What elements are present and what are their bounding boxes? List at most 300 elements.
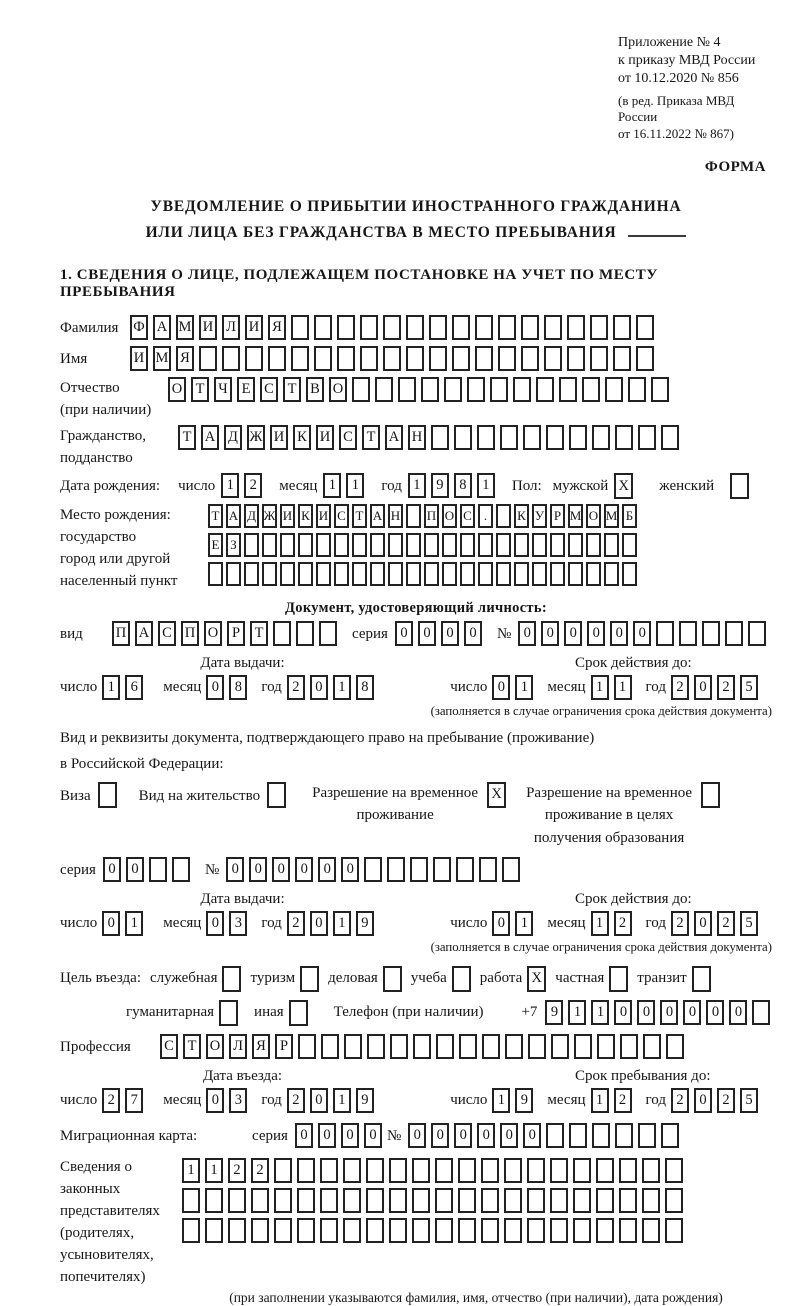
permit-valid-day-label: число: [450, 915, 488, 932]
char-cell: 1: [323, 473, 341, 498]
appendix-line-3: от 10.12.2020 № 856: [618, 71, 739, 87]
char-cell: [460, 562, 475, 586]
birth-day-label: число: [178, 478, 216, 495]
char-cell: [481, 1188, 499, 1213]
char-cell: [383, 346, 401, 371]
char-cell: [421, 377, 439, 402]
char-cell: 0: [564, 621, 582, 646]
char-cell: В: [306, 377, 324, 402]
char-cell: 5: [740, 911, 758, 936]
char-cell: [615, 1123, 633, 1148]
char-cell: [343, 1218, 361, 1243]
char-cell: [228, 1218, 246, 1243]
char-cell: [316, 562, 331, 586]
char-cell: [582, 377, 600, 402]
char-cell: [273, 621, 291, 646]
char-cell: 0: [206, 675, 224, 700]
char-cell: [444, 377, 462, 402]
char-cell: [498, 346, 516, 371]
doc-kind-cells: [112, 621, 342, 646]
char-cell: 0: [295, 857, 313, 882]
char-cell: [343, 1188, 361, 1213]
char-cell: 1: [333, 1088, 351, 1113]
char-cell: [320, 1158, 338, 1183]
char-cell: 1: [182, 1158, 200, 1183]
char-cell: [182, 1188, 200, 1213]
legal-representatives-cells: [182, 1156, 688, 1248]
char-cell: 2: [287, 911, 305, 936]
char-cell: 0: [206, 911, 224, 936]
permit-valid-month-label: месяц: [547, 915, 586, 932]
char-cell: [596, 1158, 614, 1183]
char-cell: [268, 346, 286, 371]
stay-month-cells: [591, 1088, 637, 1113]
profession-row: [60, 1034, 772, 1061]
residence-permit-item: [139, 782, 286, 811]
doc-dates-headings: [60, 655, 772, 672]
char-cell: [435, 1158, 453, 1183]
char-cell: 0: [249, 857, 267, 882]
temp-permit-edu-item: [526, 782, 720, 850]
purpose-business-checkbox: [383, 966, 402, 992]
char-cell: [481, 1218, 499, 1243]
purpose-study: [411, 964, 471, 993]
char-cell: Н: [408, 425, 426, 450]
char-cell: [274, 1218, 292, 1243]
char-cell: 2: [614, 911, 632, 936]
char-cell: [615, 425, 633, 450]
sex-label: Пол:: [511, 478, 542, 495]
appendix-block: [618, 34, 772, 143]
appendix-line-1: Приложение № 4: [618, 35, 721, 50]
char-cell: [638, 1123, 656, 1148]
given-name-row: [60, 346, 772, 373]
char-cell: [573, 1218, 591, 1243]
char-cell: 0: [633, 621, 651, 646]
purpose-transit: [637, 964, 710, 993]
char-cell: [604, 562, 619, 586]
purpose-tourism-checkbox: [300, 966, 319, 992]
char-cell: С: [158, 621, 176, 646]
entry-dates-values: [60, 1086, 772, 1115]
char-cell: [222, 966, 241, 992]
doc-valid-group: [450, 673, 772, 702]
char-cell: [298, 533, 313, 557]
char-cell: [532, 533, 547, 557]
char-cell: И: [245, 315, 263, 340]
char-cell: [505, 1034, 523, 1059]
char-cell: [300, 966, 319, 992]
char-cell: 9: [431, 473, 449, 498]
surname-row: [60, 315, 772, 342]
permit-series-row: [60, 857, 772, 884]
char-cell: Ж: [247, 425, 265, 450]
permit-issue-day-label: число: [60, 915, 98, 932]
char-cell: 0: [341, 1123, 359, 1148]
purpose-other-label: иная: [254, 1004, 284, 1021]
form-title-line-2: [60, 220, 772, 246]
char-cell: [343, 1158, 361, 1183]
char-cell: [523, 425, 541, 450]
char-cell: [475, 346, 493, 371]
char-cell: П: [181, 621, 199, 646]
purpose-work-label: работа: [479, 970, 523, 987]
char-cell: X: [527, 966, 546, 992]
char-cell: А: [201, 425, 219, 450]
char-cell: [366, 1188, 384, 1213]
char-cell: 0: [694, 675, 712, 700]
char-cell: .: [478, 504, 493, 528]
char-cell: 1: [568, 1000, 586, 1025]
temp-permit-checkbox: [487, 782, 506, 808]
char-cell: [642, 1158, 660, 1183]
birth-place-block: [60, 504, 772, 592]
doc-dates-block: [60, 655, 772, 719]
char-cell: [622, 533, 637, 557]
char-cell: Я: [268, 315, 286, 340]
doc-issue-month-label: месяц: [163, 679, 202, 696]
char-cell: [527, 1188, 545, 1213]
char-cell: [619, 1188, 637, 1213]
char-cell: 0: [395, 621, 413, 646]
char-cell: [352, 533, 367, 557]
char-cell: [620, 1034, 638, 1059]
char-cell: [291, 315, 309, 340]
char-cell: [586, 533, 601, 557]
given-name-label: Имя: [60, 351, 88, 368]
char-cell: 3: [229, 911, 247, 936]
legal-row3-cells: [182, 1218, 688, 1243]
purpose-business: [328, 964, 402, 993]
char-cell: [388, 533, 403, 557]
char-cell: 0: [518, 621, 536, 646]
char-cell: [452, 346, 470, 371]
char-cell: Т: [250, 621, 268, 646]
char-cell: 8: [229, 675, 247, 700]
char-cell: [456, 857, 474, 882]
char-cell: 8: [356, 675, 374, 700]
id-doc-row: [60, 621, 772, 648]
section1-heading: 1. СВЕДЕНИЯ О ЛИЦЕ, ПОДЛЕЖАЩЕМ ПОСТАНОВКЕ НА УЧЕТ ПО МЕСТУ ПРЕБЫВАНИЯ: [60, 267, 658, 301]
char-cell: [383, 315, 401, 340]
char-cell: [636, 315, 654, 340]
form-title-line-2-text: ИЛИ ЛИЦА БЕЗ ГРАЖДАНСТВА В МЕСТО ПРЕБЫВАНИЯ: [145, 223, 617, 241]
char-cell: 1: [408, 473, 426, 498]
sex-male-checkbox: [614, 473, 633, 499]
char-cell: С: [160, 1034, 178, 1059]
doc-issue-year-label: год: [261, 679, 282, 696]
mig-number-label: №: [386, 1128, 402, 1145]
char-cell: М: [568, 504, 583, 528]
char-cell: [337, 346, 355, 371]
entry-dates-block: [60, 1068, 772, 1115]
char-cell: [498, 315, 516, 340]
edition-line-2: от 16.11.2022 № 867): [618, 126, 735, 142]
doc-issue-year-cells: [287, 675, 379, 700]
char-cell: [544, 315, 562, 340]
char-cell: Т: [352, 504, 367, 528]
char-cell: [442, 533, 457, 557]
char-cell: [226, 562, 241, 586]
char-cell: [429, 315, 447, 340]
char-cell: [596, 1218, 614, 1243]
char-cell: Т: [183, 1034, 201, 1059]
char-cell: [477, 425, 495, 450]
char-cell: [619, 1218, 637, 1243]
char-cell: И: [270, 425, 288, 450]
char-cell: 2: [287, 1088, 305, 1113]
char-cell: [475, 315, 493, 340]
citizenship-label-line2: подданство: [60, 450, 133, 467]
stay-year-label: год: [645, 1092, 666, 1109]
char-cell: [628, 377, 646, 402]
char-cell: [748, 621, 766, 646]
temp-permit-edu-checkbox: [701, 782, 720, 808]
char-cell: 5: [740, 1088, 758, 1113]
char-cell: [321, 1034, 339, 1059]
stay-day-cells: [492, 1088, 538, 1113]
char-cell: С: [334, 504, 349, 528]
entry-purpose-row: [60, 964, 772, 993]
form-title-line-1: УВЕДОМЛЕНИЕ О ПРИБЫТИИ ИНОСТРАННОГО ГРАЖДАНИНА: [150, 198, 682, 216]
permit-dates-block: [60, 891, 772, 955]
stay-until-heading: Срок пребывания до:: [575, 1068, 711, 1085]
legal-representatives-note: (при заполнении указываются фамилия, имя, отчество (при наличии), дата рождения): [229, 1290, 723, 1306]
appendix-line-2: к приказу МВД России: [618, 53, 756, 69]
char-cell: [586, 562, 601, 586]
entry-month-cells: [206, 1088, 252, 1113]
sex-male-label: мужской: [552, 478, 609, 495]
char-cell: [666, 1034, 684, 1059]
char-cell: [665, 1218, 683, 1243]
birth-month-cells: [323, 473, 369, 498]
char-cell: 2: [614, 1088, 632, 1113]
char-cell: [388, 562, 403, 586]
legal-label-line5: усыновителях,: [60, 1247, 154, 1264]
char-cell: А: [370, 504, 385, 528]
char-cell: [429, 346, 447, 371]
stay-day-label: число: [450, 1092, 488, 1109]
char-cell: 0: [683, 1000, 701, 1025]
char-cell: М: [604, 504, 619, 528]
purpose-private-checkbox: [609, 966, 628, 992]
char-cell: З: [226, 533, 241, 557]
char-cell: [452, 966, 471, 992]
char-cell: [366, 1218, 384, 1243]
birth-place-label-line2: государство: [60, 529, 137, 546]
permit-valid-heading: Срок действия до:: [575, 891, 692, 908]
char-cell: Ф: [130, 315, 148, 340]
form-label: ФОРМА: [704, 159, 766, 176]
purpose-label: Цель въезда:: [60, 970, 141, 987]
char-cell: [314, 315, 332, 340]
char-cell: [406, 315, 424, 340]
char-cell: 0: [318, 1123, 336, 1148]
char-cell: 0: [408, 1123, 426, 1148]
char-cell: М: [176, 315, 194, 340]
permit-issue-month-cells: [206, 911, 252, 936]
id-doc-heading: Документ, удостоверяющий личность:: [285, 600, 547, 617]
legal-label-line3: представителях: [60, 1203, 160, 1220]
char-cell: [692, 966, 711, 992]
char-cell: 1: [591, 1088, 609, 1113]
sex-female-label: женский: [659, 478, 715, 495]
char-cell: Я: [252, 1034, 270, 1059]
char-cell: [337, 315, 355, 340]
doc-kind-label: вид: [60, 626, 83, 643]
temp-permit-edu-line1: Разрешение на временное: [526, 784, 693, 801]
char-cell: [665, 1158, 683, 1183]
residence-doc-line2: в Российской Федерации:: [60, 755, 224, 772]
char-cell: [364, 857, 382, 882]
char-cell: К: [514, 504, 529, 528]
char-cell: [458, 1218, 476, 1243]
permit-type-row: [60, 782, 772, 850]
doc-valid-day-label: число: [450, 679, 488, 696]
doc-issue-group: [60, 673, 450, 702]
char-cell: 0: [492, 911, 510, 936]
char-cell: 0: [126, 857, 144, 882]
char-cell: [297, 1218, 315, 1243]
given-name-cells: [130, 346, 659, 371]
char-cell: 0: [492, 675, 510, 700]
char-cell: [478, 533, 493, 557]
char-cell: [387, 857, 405, 882]
char-cell: [454, 425, 472, 450]
char-cell: И: [280, 504, 295, 528]
char-cell: [222, 346, 240, 371]
legal-row1-cells: [182, 1158, 688, 1183]
doc-valid-month-cells: [591, 675, 637, 700]
char-cell: С: [339, 425, 357, 450]
char-cell: [702, 621, 720, 646]
legal-row2-cells: [182, 1188, 688, 1213]
char-cell: [291, 346, 309, 371]
permit-valid-year-label: год: [645, 915, 666, 932]
char-cell: [661, 425, 679, 450]
char-cell: [228, 1188, 246, 1213]
legal-label-line1: Сведения о: [60, 1159, 132, 1176]
char-cell: [435, 1218, 453, 1243]
char-cell: А: [226, 504, 241, 528]
birth-place-label-line4: населенный пункт: [60, 573, 178, 590]
purpose-official-label: служебная: [149, 970, 218, 987]
char-cell: Т: [178, 425, 196, 450]
doc-series-cells: [395, 621, 487, 646]
char-cell: [431, 425, 449, 450]
char-cell: [550, 1158, 568, 1183]
char-cell: Р: [550, 504, 565, 528]
purpose-other-checkbox: [289, 1000, 308, 1026]
purpose-work: [480, 964, 547, 993]
char-cell: [251, 1218, 269, 1243]
char-cell: [527, 1158, 545, 1183]
char-cell: [638, 425, 656, 450]
char-cell: 0: [694, 1088, 712, 1113]
patronymic-cells: [168, 377, 674, 402]
char-cell: [352, 562, 367, 586]
char-cell: [360, 315, 378, 340]
char-cell: [513, 377, 531, 402]
char-cell: [267, 782, 286, 808]
permit-issue-heading: Дата выдачи:: [200, 891, 285, 908]
doc-series-label: серия: [352, 626, 388, 643]
birth-place-label: [60, 504, 208, 592]
char-cell: 2: [717, 911, 735, 936]
char-cell: 2: [671, 911, 689, 936]
char-cell: 0: [226, 857, 244, 882]
surname-cells: [130, 315, 659, 340]
char-cell: [605, 377, 623, 402]
char-cell: [568, 562, 583, 586]
char-cell: [642, 1188, 660, 1213]
char-cell: [344, 1034, 362, 1059]
doc-issue-day-label: число: [60, 679, 98, 696]
char-cell: [490, 377, 508, 402]
char-cell: [390, 1034, 408, 1059]
char-cell: [436, 1034, 454, 1059]
char-cell: [424, 533, 439, 557]
permit-series-cells: [103, 857, 195, 882]
char-cell: [459, 1034, 477, 1059]
char-cell: Т: [191, 377, 209, 402]
legal-label-line2: законных: [60, 1181, 121, 1198]
char-cell: [527, 1218, 545, 1243]
legal-label-line6: попечителях): [60, 1269, 146, 1286]
residence-permit-checkbox: [267, 782, 286, 808]
char-cell: 0: [610, 621, 628, 646]
char-cell: [334, 533, 349, 557]
stay-until-group: [450, 1086, 772, 1115]
char-cell: И: [199, 315, 217, 340]
char-cell: Е: [208, 533, 223, 557]
char-cell: [642, 1218, 660, 1243]
char-cell: 1: [614, 675, 632, 700]
char-cell: 1: [515, 675, 533, 700]
doc-valid-month-label: месяц: [547, 679, 586, 696]
char-cell: [274, 1188, 292, 1213]
char-cell: 0: [295, 1123, 313, 1148]
char-cell: [366, 1158, 384, 1183]
char-cell: [550, 562, 565, 586]
char-cell: [528, 1034, 546, 1059]
char-cell: П: [112, 621, 130, 646]
char-cell: [496, 504, 511, 528]
citizenship-label-line1: Гражданство,: [60, 428, 147, 445]
char-cell: [316, 533, 331, 557]
char-cell: [551, 1034, 569, 1059]
char-cell: [433, 857, 451, 882]
temp-permit-label-line1: Разрешение на временное: [312, 784, 479, 801]
char-cell: [665, 1188, 683, 1213]
purpose-tourism-label: туризм: [250, 970, 296, 987]
entry-date-group: [60, 1086, 450, 1115]
birth-place-row3-cells: [208, 562, 640, 586]
char-cell: А: [153, 315, 171, 340]
entry-purpose-row2: [126, 998, 772, 1027]
char-cell: [597, 1034, 615, 1059]
purpose-humanitarian-checkbox: [219, 1000, 238, 1026]
char-cell: [389, 1188, 407, 1213]
char-cell: [389, 1158, 407, 1183]
char-cell: 2: [717, 675, 735, 700]
permit-valid-year-cells: [671, 911, 763, 936]
char-cell: У: [532, 504, 547, 528]
doc-issue-month-cells: [206, 675, 252, 700]
char-cell: [573, 1158, 591, 1183]
doc-valid-year-label: год: [645, 679, 666, 696]
char-cell: О: [586, 504, 601, 528]
